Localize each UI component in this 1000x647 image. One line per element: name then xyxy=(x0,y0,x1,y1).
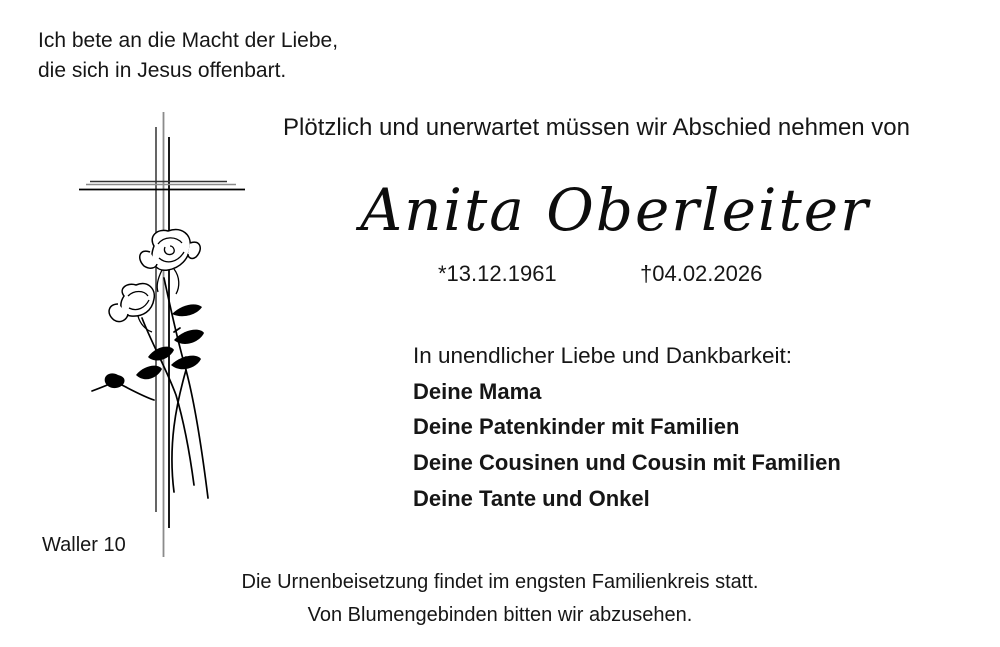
death-date: †04.02.2026 xyxy=(640,261,763,286)
verse xyxy=(38,26,338,86)
cross-icon xyxy=(79,112,245,557)
footer-notes xyxy=(0,566,1000,631)
footer-line-1: Die Urnenbeisetzung findet im engsten Familienkreis statt. xyxy=(241,571,759,593)
address: Waller 10 xyxy=(42,534,126,556)
cross-rose-illustration xyxy=(50,100,260,570)
mourner-line: Deine Mama xyxy=(413,378,542,404)
tribute-block xyxy=(413,338,841,517)
birth-date: *13.12.1961 xyxy=(438,261,557,286)
mourner-line: Deine Cousinen und Cousin mit Familien xyxy=(413,450,841,476)
deceased-name: Anita Oberleiter xyxy=(360,176,870,244)
verse-line-2: die sich in Jesus offenbart. xyxy=(38,59,287,82)
tribute-heading: In unendlicher Liebe und Dankbarkeit: xyxy=(413,343,793,368)
announcement-intro: Plötzlich und unerwartet müssen wir Abschied nehmen von xyxy=(283,114,910,141)
mourner-line: Deine Patenkinder mit Familien xyxy=(413,414,740,440)
rose-icon xyxy=(92,230,208,498)
verse-line-1: Ich bete an die Macht der Liebe, xyxy=(38,29,339,52)
mourner-line: Deine Tante und Onkel xyxy=(413,485,650,511)
footer-line-2: Von Blumengebinden bitten wir abzusehen. xyxy=(307,603,693,626)
